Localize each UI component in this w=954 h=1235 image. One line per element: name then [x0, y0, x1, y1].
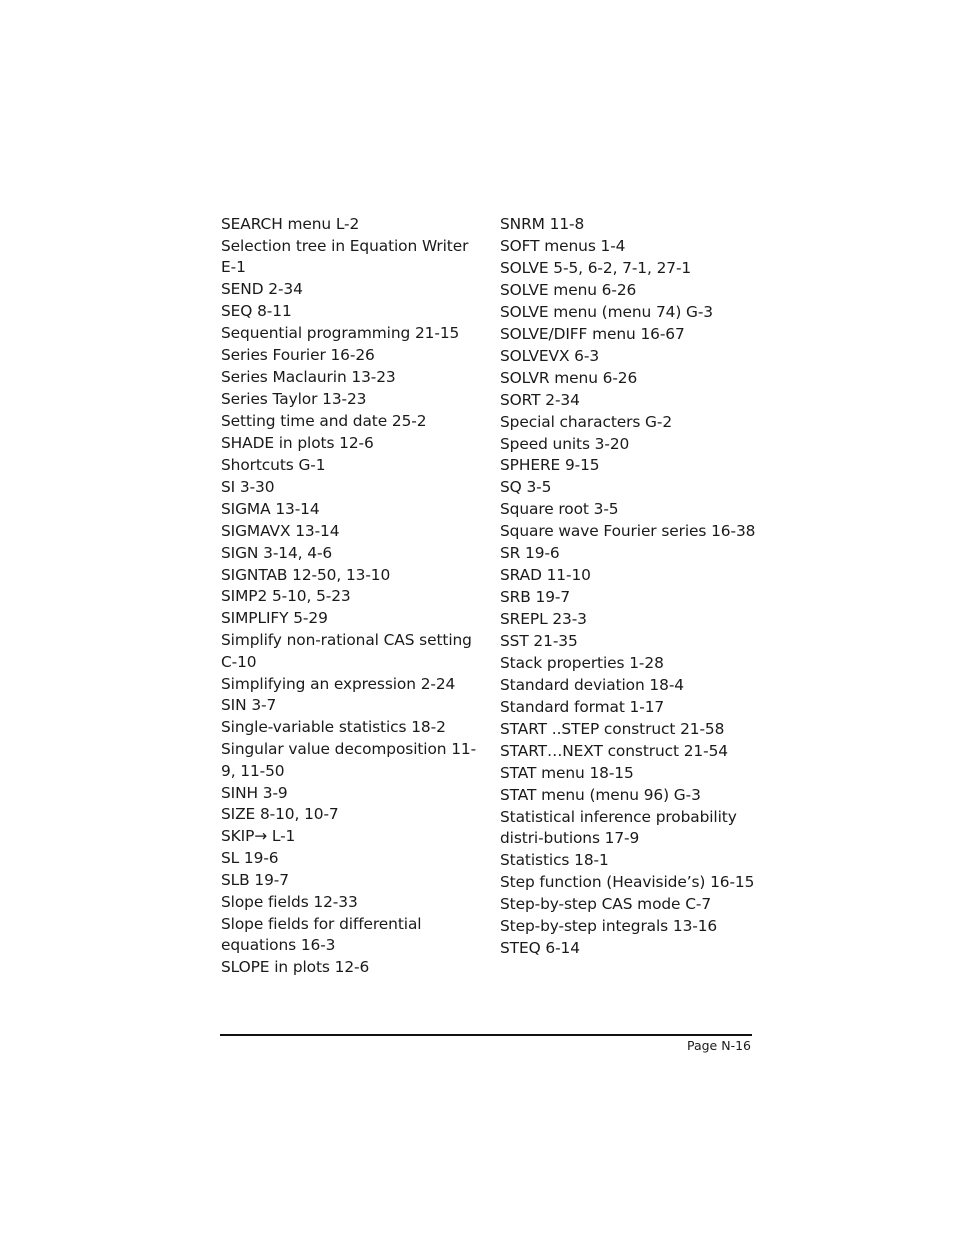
- index-entry: SNRM 11-8: [500, 215, 585, 233]
- index-entry: SOLVE menu 6-26: [500, 280, 637, 299]
- index-entry: SOLVE/DIFF menu 16-67: [500, 324, 685, 343]
- index-entry: SOFT menus 1-4: [500, 236, 626, 255]
- index-entry: Statistical inference probability distri-butions 17-9: [500, 807, 737, 847]
- index-entry: SIMPLIFY 5-29: [221, 609, 328, 628]
- index-entry: Slope fields for differential equations 16-3: [221, 915, 422, 955]
- index-entry: SIGNTAB 12-50, 13-10: [221, 565, 391, 584]
- index-entry: STEQ 6-14: [500, 938, 580, 957]
- index-entry: SIZE 8-10, 10-7: [221, 805, 339, 824]
- index-entry: SIMP2 5-10, 5-23: [221, 587, 351, 606]
- index-entry: SHADE in plots 12-6: [221, 433, 374, 452]
- index-entry: SLB 19-7: [221, 871, 289, 890]
- index-entry: Sequential programming 21-15: [221, 324, 460, 343]
- index-entry: SIGN 3-14, 4-6: [221, 543, 333, 562]
- index-entry: SI 3-30: [221, 477, 275, 496]
- index-entry: Shortcuts G-1: [221, 455, 326, 474]
- index-entry: START ..STEP construct 21-58: [500, 719, 725, 738]
- index-entry: SORT 2-34: [500, 390, 580, 409]
- page-number: Page N-16: [686, 1038, 751, 1053]
- index-entry: Square wave Fourier series 16-38: [500, 522, 756, 541]
- index-entry: SR 19-6: [500, 544, 560, 563]
- index-entry: Series Fourier 16-26: [221, 345, 375, 364]
- index-entry: Speed units 3-20: [500, 434, 630, 453]
- index-entry: SST 21-35: [500, 632, 578, 651]
- index-entry: SOLVR menu 6-26: [500, 368, 638, 387]
- index-entry: SRB 19-7: [500, 588, 571, 607]
- index-entry: Standard format 1-17: [500, 697, 665, 716]
- index-entry: Statistics 18-1: [500, 850, 609, 869]
- index-entry: Step-by-step CAS mode C-7: [500, 894, 712, 913]
- index-entry: Step-by-step integrals 13-16: [500, 916, 718, 935]
- index-entry: SEND 2-34: [221, 280, 303, 299]
- index-entry: SREPL 23-3: [500, 610, 587, 629]
- index-entry: Standard deviation 18-4: [500, 676, 684, 695]
- index-column-right: [500, 214, 760, 960]
- index-entry: SOLVEVX 6-3: [500, 346, 600, 365]
- index-entry: SIGMA 13-14: [221, 499, 320, 518]
- index-entry: SQ 3-5: [500, 478, 552, 497]
- index-entry: Simplifying an expression 2-24: [221, 674, 456, 693]
- index-entry: Setting time and date 25-2: [221, 411, 427, 430]
- index-entry: SLOPE in plots 12-6: [221, 958, 370, 977]
- index-entry: SKIP→ L-1: [221, 827, 296, 846]
- index-entry: SOLVE menu (menu 74) G-3: [500, 302, 713, 321]
- index-entry: SRAD 11-10: [500, 566, 591, 585]
- index-entry: STAT menu (menu 96) G-3: [500, 785, 701, 804]
- footer-rule: [220, 1034, 752, 1036]
- index-entry: Single-variable statistics 18-2: [221, 718, 446, 737]
- index-entry: Step function (Heaviside’s) 16-15: [500, 872, 755, 891]
- index-entry: Slope fields 12-33: [221, 893, 358, 912]
- index-entry: Singular value decomposition 11-9, 11-50: [221, 740, 477, 780]
- index-entry: Simplify non-rational CAS setting C-10: [221, 631, 472, 671]
- index-entry: SEARCH menu L-2: [221, 215, 360, 233]
- index-entry: SIN 3-7: [221, 696, 277, 715]
- index-entry: Square root 3-5: [500, 500, 619, 519]
- index-entry: SEQ 8-11: [221, 302, 292, 321]
- index-entry: Stack properties 1-28: [500, 654, 664, 673]
- index-entry: SL 19-6: [221, 849, 279, 868]
- index-entry: SPHERE 9-15: [500, 456, 600, 475]
- index-entry: SINH 3-9: [221, 783, 288, 802]
- index-entry: START…NEXT construct 21-54: [500, 741, 728, 760]
- index-entry: Selection tree in Equation Writer E-1: [221, 236, 469, 277]
- index-column-left: [221, 214, 481, 979]
- index-entry: Special characters G-2: [500, 412, 673, 431]
- index-entry: SOLVE 5-5, 6-2, 7-1, 27-1: [500, 258, 692, 277]
- index-entry: Series Taylor 13-23: [221, 389, 367, 408]
- index-entry: Series Maclaurin 13-23: [221, 367, 396, 386]
- index-entry: STAT menu 18-15: [500, 763, 634, 782]
- index-entry: SIGMAVX 13-14: [221, 521, 340, 540]
